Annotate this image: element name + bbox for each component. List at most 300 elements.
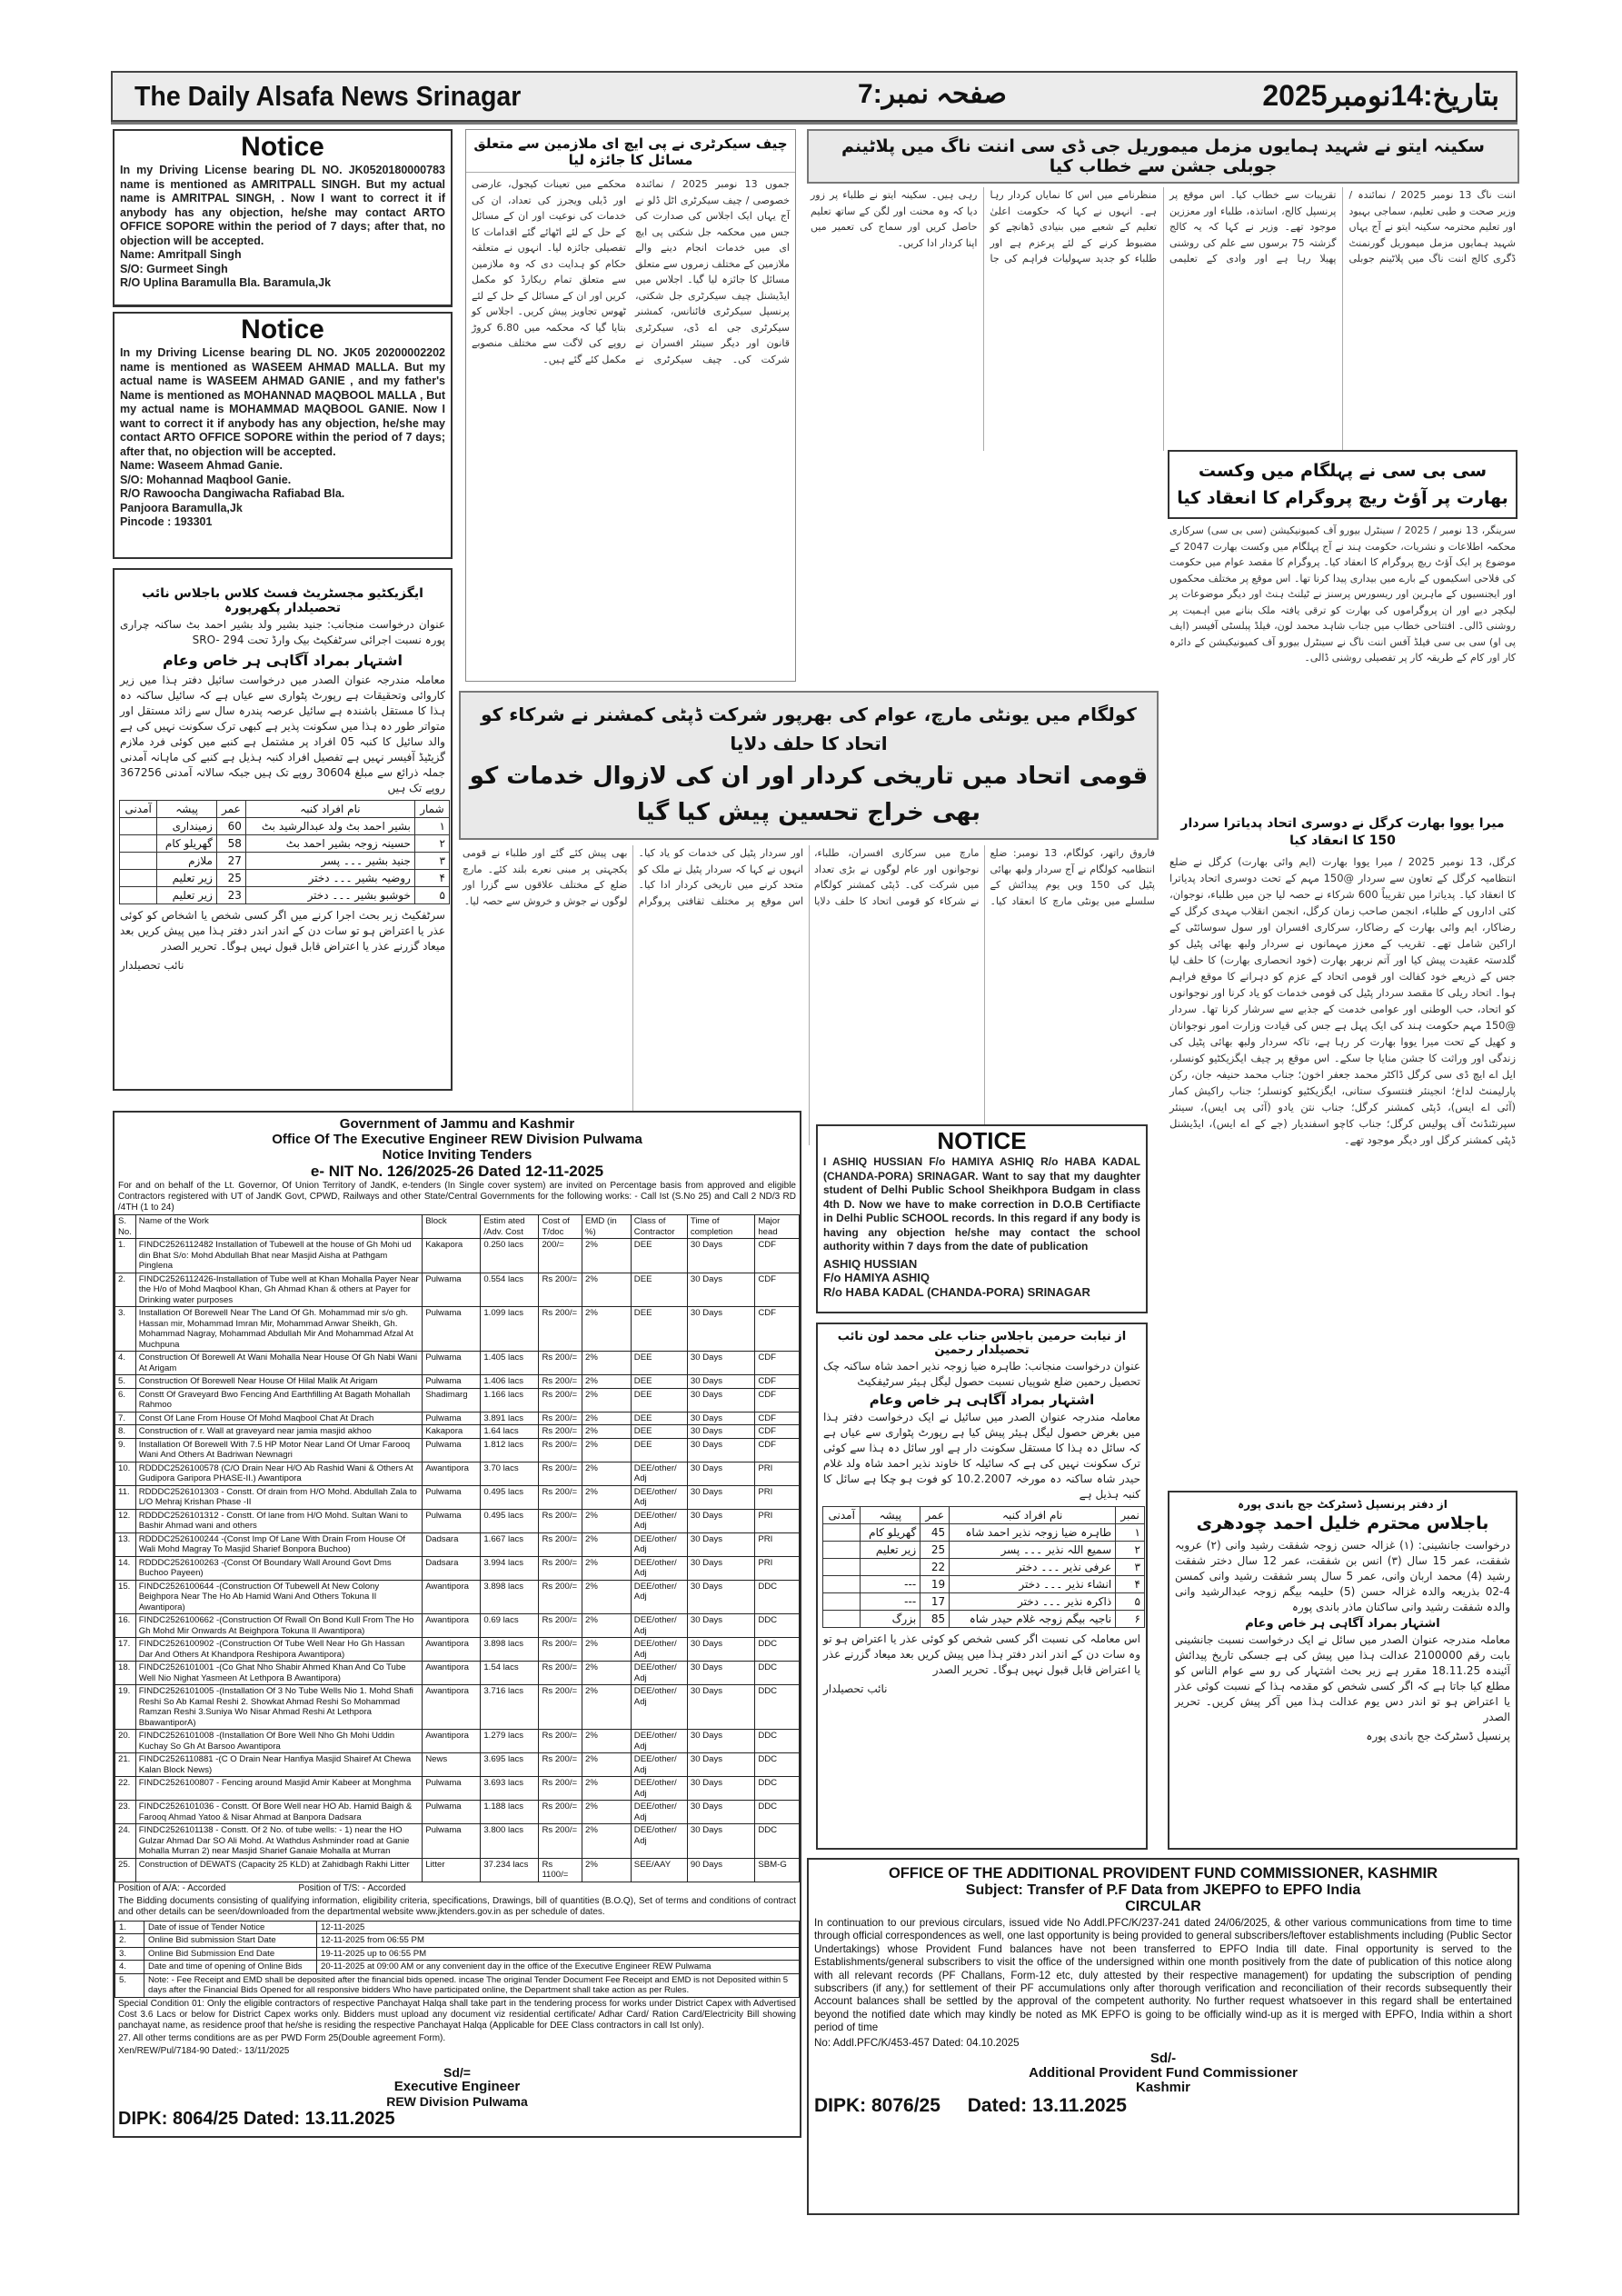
tender-government: Government of Jammu and Kashmir [339,1116,575,1132]
table-cell: PRI [755,1509,800,1532]
table-cell: 1.188 lacs [481,1801,539,1824]
table-cell: 18. [115,1662,136,1685]
table-cell: 2% [582,1273,632,1307]
table-cell: Rs 200/= [539,1685,582,1730]
table-cell: FINDC2526101036 - Constt. Of Bore Well near HO Ab. Hamid Baigh & Farooq Ahmad Yatoo & Nisar Ahmad at Banpora Dadsara [135,1801,423,1824]
table-cell: 200/= [539,1239,582,1273]
table-cell: گھریلو کام [861,1524,920,1542]
table-cell [823,1559,861,1576]
table-cell: News [423,1753,481,1777]
article-headline: میرا یووا بھارت کرگل نے دوسری اتحاد پدیاترا سردار 150 کا انعقاد کیا [1180,816,1505,848]
table-cell: 1.166 lacs [481,1388,539,1412]
notice-text: I ASHIQ HUSSIAN F/o HAMIYA ASHIQ R/o HABA KADAL (CHANDA-PORA) SRINAGAR. Want to say that my daughter student of Delhi Public School Sheikhpora Budgam in class 4th D. Now we have to make correction in D.O.B Certifiacte in Delhi Public SCHOOL records. In this regard if any body is having any objection he/she may contact the school authority within 7 days from the date of publication [823,1155,1140,1253]
notice-from: از دفتر پرنسپل ڈسٹرکٹ جج باندی پورہ [1238,1498,1448,1511]
table-cell: Rs 200/= [539,1614,582,1638]
table-cell: 30 Days [687,1425,754,1439]
table-cell: 2% [582,1462,632,1485]
table-cell: 2% [582,1352,632,1375]
table-cell: زمینداری [157,818,217,835]
table-cell: 2% [582,1425,632,1439]
table-row [115,1614,800,1638]
schedule-index: 2. [115,1934,144,1948]
table-cell: ۴ [1116,1576,1145,1593]
table-cell: DEE/other/ Adj [631,1485,687,1509]
table-cell: Awantipora [423,1662,481,1685]
table-cell: 14. [115,1556,136,1580]
article-body: فاروق راتھر، کولگام، 13 نومبر: ضلع انتظامیہ کولگام نے آج سردار ولبھ بھائی پٹیل کی 150 ویں یوم پیدائش کے سلسلے میں یونٹی مارچ کا انعقاد کیا۔ مارچ میں سرکاری افسران، طلباء، نوجوانوں اور عام لوگوں نے بڑی تعداد میں شرکت کی۔ ڈپٹی کمشنر کولگام نے شرکاء کو قومی اتحاد کا حلف دلایا اور سردار پٹیل کی خدمات کو یاد کیا۔ انہوں نے کہا کہ سردار پٹیل نے ملک کو متحد کرنے میں تاریخی کردار ادا کیا۔ اس موقع پر مختلف ثقافتی پروگرام بھی پیش کئے گئے اور طلباء نے قومی یکجہتی پر مبنی نعرے بلند کئے۔ مارچ ضلع کے مختلف علاقوں سے گزرا اور لوگوں نے جوش و خروش سے حصہ لیا۔ [463,847,1156,907]
table-cell: Construction of DEWATS (Capacity 25 KLD) at Zahidbagh Rakhi Litter [135,1858,423,1882]
table-cell: Rs 200/= [539,1662,582,1685]
notice-body: معاملہ مندرجہ عنوان الصدر میں درخواست سائیل دفتر ہذا میں زیر کاروائی وتحقیقات ہے رپورٹ پٹواری سے عیاں ہے کہ سائیل ساکنہ دہ ہذا کا مستقل باشندہ ہے سائیل عرصہ پندرہ سال سے زائد مستقل اور متواتر طور دہ ہذا میں سکونت پذیر ہے کبھی ترک سکونت نہیں کی ہے والد سائیل کا کنبہ 05 افراد پر مشتمل ہے کنبے میں کوئی فرد ملازم گزیٹیڈ آفیسر نہیں ہے تفصیل افراد کنبہ ہذیل ہے کنبے کی ماہانہ آمدنی جملہ ذرائع سے مبلغ 30604 روپے تک ہیں جبکہ سالانہ آمدنی 367256 روپے تک ہیں [120,674,445,794]
schedule-label: Online Bid submission Start Date [144,1934,317,1948]
article-headline: چیف سیکرٹری نے پی ایچ ای ملازمین سے متعلق مسائل کا جائزہ لیا [466,130,795,173]
table-header-cell: Name of the Work [135,1215,423,1239]
table-cell: Rs 200/= [539,1462,582,1485]
table-cell: DDC [755,1824,800,1859]
notice-body [818,1155,1146,1299]
tender-special-condition: Special Condition 01: Only the eligible contractors of respective Panchayat Halqa shall take part in the tendering process for works under District Capex with Advertised Cost 3.6 Lacs or below for District Capex works only. Bidders must upload any document viz residential certificate/ Adhar Card/ Ration Card/Electricity Bill showing panchayat name, as residence proof that he/she is residing the respective Panchayat Halqa (Applicable for DEE Class contractors in call Ist only). [118,1998,796,2031]
table-row [823,1593,1145,1611]
table-header-row [823,1507,1145,1524]
table-cell: DEE/other/ Adj [631,1509,687,1532]
table-row [115,1438,800,1462]
table-header-cell: Estim ated /Adv. Cost [481,1215,539,1239]
urdu-notice-legal-heir [816,1323,1148,1850]
table-cell: FINDC2526112482 Installation of Tubewell at the house of Gh Mohi ud din Bhat S/o: Mohd Abdullah Bhat near Masjid Aisha at Pathgam Pinglena [135,1239,423,1273]
table-cell: 19 [920,1576,950,1593]
table-row [120,818,450,835]
notice-text: In my Driving License bearing DL NO. JK0520180000783 name is mentioned as AMRITPALL SINGH. But my actual name is AMRITPAL SINGH, . Now I want to correct it if anybody has any objection, he/she may contact ARTO OFFICE SOPORE within the period of 7 days; after that, no objection will be accepted. [120,164,445,247]
table-row [120,870,450,887]
table-cell: CDF [755,1425,800,1439]
table-cell: DEE/other/ Adj [631,1685,687,1730]
page-number: صفحہ نمبر:7 [858,79,1007,109]
table-cell: 3.898 lacs [481,1638,539,1662]
table-header-cell: Block [423,1215,481,1239]
table-header-cell: شمار [414,801,449,818]
table-row [120,853,450,870]
table-cell: 30 Days [687,1556,754,1580]
table-cell: 30 Days [687,1307,754,1352]
table-cell: Awantipora [423,1685,481,1730]
notice-driving-license-amritpal [113,129,453,307]
tender-works-table [114,1214,800,1882]
table-cell: 85 [920,1611,950,1628]
table-cell: 30 Days [687,1753,754,1777]
table-cell: 3.695 lacs [481,1753,539,1777]
table-cell: 60 [216,818,245,835]
table-row [115,1662,800,1685]
table-cell: Pulwama [423,1801,481,1824]
table-cell: 2% [582,1509,632,1532]
table-cell: 2. [115,1273,136,1307]
notice-school-dob-correction [816,1124,1148,1313]
table-cell [120,870,157,887]
table-cell: 1.405 lacs [481,1352,539,1375]
table-cell: 20. [115,1730,136,1753]
table-cell: روضیہ بشیر ۔۔۔ دختر [245,870,414,887]
circular-signatory: Additional Provident Fund Commissioner [1029,2065,1298,2081]
table-row [115,1532,800,1556]
article-headline: کولگام میں یونٹی مارچ، عوام کی بھرپور شرکت ڈپٹی کمشنر نے شرکاء کو اتحاد کا حلف دلایا [481,704,1137,754]
table-cell: ۵ [414,887,449,904]
table-cell: RDDDC2526101312 - Constt. Of lane from H/O Mohd. Sultan Wani to Bashir Ahmad wani and others [135,1509,423,1532]
table-cell: Rs 200/= [539,1580,582,1614]
table-cell: 2% [582,1662,632,1685]
table-cell: 1. [115,1239,136,1273]
table-cell: 17. [115,1638,136,1662]
table-cell: CDF [755,1352,800,1375]
table-cell: DEE [631,1412,687,1425]
table-cell: FINDC2526112426-Installation of Tube well at Khan Mohalla Payer Near the H/o of Mohd Maqbool Khan, Gh Ahmad Khan & others at Payer for Drinking water purposes [135,1273,423,1307]
table-row [115,1777,800,1801]
notice-subheading: اشتہار بمراد آگاہی ہر خاص وعام [869,1392,1095,1408]
table-header-cell: Time of completion [687,1215,754,1239]
table-cell: 0.250 lacs [481,1239,539,1273]
table-cell: Awantipora [423,1614,481,1638]
table-cell: Rs 200/= [539,1638,582,1662]
table-cell: 45 [920,1524,950,1542]
table-cell: Pulwama [423,1509,481,1532]
notice-signature: نائب تحصیلدار [823,1682,888,1695]
circular-reference: No: Addl.PFC/K/453-457 Dated: 04.10.2025 [814,2036,1020,2049]
table-cell: زیر تعلیم [157,887,217,904]
table-cell: ذاکرہ نذیر ۔۔۔ دختر [950,1593,1116,1611]
notice-body: معاملہ مندرجہ عنوان الصدر میں سائیل نے ایک درخواست دفتر ہذا میں بغرض حصول لیگل ہیئر پیش کیا ہے رپورٹ پٹواری سے عیاں ہے کہ سائل دہ ہذا کا مستقل سکونت دار ہے اور سائل دہ ہذا سے کوئی ترک سکونت نہیں کی ہے کہ سائیلہ کا خاوند نذیر احمد شاہ ولد غلام حیدر شاہ ساکنہ دہ مورخہ 10.2.2007 کو فوت ہو چکا ہے سائل کا کنبہ ہذیل ہے [823,1411,1140,1501]
table-cell: DEE [631,1273,687,1307]
table-cell: SBM-G [755,1858,800,1882]
table-cell: DDC [755,1614,800,1638]
table-cell: 30 Days [687,1375,754,1389]
notice-parent: S/O: Gurmeet Singh [120,262,228,275]
table-header-cell: Cost of T/doc [539,1215,582,1239]
table-cell: Rs 200/= [539,1509,582,1532]
table-cell: بشیر احمد بٹ ولد عبدالرشید بٹ [245,818,414,835]
table-cell: DEE [631,1438,687,1462]
article-mera-yuva-bharat [1168,814,1518,1482]
table-cell: 2% [582,1239,632,1273]
notice-subject: عنوان درخواست منجانب: جنید بشیر ولد بشیر احمد بٹ ساکنہ چراری پورہ نسبت اجرائی سرٹفکیٹ بیک وارڈ تحت SRO- 294 [120,618,445,646]
table-header-cell: آمدنی [120,801,157,818]
table-header-cell: نمبر [1116,1507,1145,1524]
table-cell: 1.667 lacs [481,1532,539,1556]
table-cell: 0.554 lacs [481,1273,539,1307]
notice-signature: پرنسپل ڈسٹرکٹ جج باندی پورہ [1366,1730,1510,1742]
notice-signatory: ASHIQ HUSSIAN [823,1256,918,1271]
schedule-label: Date of issue of Tender Notice [144,1921,317,1934]
table-cell: DEE [631,1375,687,1389]
table-cell: 37.234 lacs [481,1858,539,1882]
schedule-row [115,1921,800,1934]
table-cell: DDC [755,1730,800,1753]
table-cell [120,887,157,904]
table-row [115,1638,800,1662]
table-cell: ۶ [1116,1611,1145,1628]
table-cell: DDC [755,1638,800,1662]
table-cell: Rs 200/= [539,1801,582,1824]
table-cell: جنید بشیر ۔۔۔ پسر [245,853,414,870]
article-subheadline: قومی اتحاد میں تاریخی کردار اور ان کی لازوال خدمات کو بھی خراج تحسین پیش کیا گیا [469,763,1149,826]
table-cell: 3.693 lacs [481,1777,539,1801]
table-cell: DEE/other/ Adj [631,1614,687,1638]
table-cell: 23 [216,887,245,904]
table-cell: 25 [216,870,245,887]
table-cell: Pulwama [423,1412,481,1425]
tender-nit-number: e- NIT No. 126/2025-26 Dated 12-11-2025 [310,1163,604,1180]
table-cell: 2% [582,1638,632,1662]
table-cell: Rs 200/= [539,1388,582,1412]
table-cell: DEE/other/ Adj [631,1730,687,1753]
schedule-note: Note: - Fee Receipt and EMD shall be deposited after the financial bids opened. incase The original Tender Document Fee Receipt and EMD is not Deposited within 5 days after the Financial Bids Opened for all responsive bidders Who have participated online, the Department shall take action as per Rules. [144,1973,800,1997]
table-cell: RDDDC2526100263 -(Const Of Boundary Wall Around Govt Dms Buchoo Payeen) [135,1556,423,1580]
table-cell: طاہرہ ضیا زوجہ نذیر احمد شاہ [950,1524,1116,1542]
table-cell: انشاء نذیر ۔۔۔ دختر [950,1576,1116,1593]
article-chief-secretary [465,129,796,682]
table-cell: 30 Days [687,1638,754,1662]
table-cell: 2% [582,1580,632,1614]
table-cell: Awantipora [423,1730,481,1753]
table-cell: 30 Days [687,1580,754,1614]
notice-subheading: اشتہار بمراد آگاہی ہر خاص وعام [163,652,403,669]
table-cell: Rs 200/= [539,1532,582,1556]
table-cell: PRI [755,1485,800,1509]
table-cell: 30 Days [687,1614,754,1638]
table-header-cell: نام افراد کنبہ [950,1507,1116,1524]
table-cell: عرفی نذیر ۔۔۔ دختر [950,1559,1116,1576]
tender-schedule-table [114,1921,800,1998]
table-cell: Rs 1100/= [539,1858,582,1882]
table-cell: 3.891 lacs [481,1412,539,1425]
notice-title: Notice [241,132,324,162]
table-cell: 13. [115,1532,136,1556]
table-cell: Rs 200/= [539,1730,582,1753]
table-cell: 25. [115,1858,136,1882]
tender-office: Office Of The Executive Engineer REW Division Pulwama [272,1132,642,1147]
table-row [115,1801,800,1824]
table-cell: 30 Days [687,1352,754,1375]
table-cell [120,818,157,835]
tender-clause-27: 27. All other terms conditions are as per PWD Form 25(Double agreement Form). [118,2032,446,2043]
table-cell: Constt Of Graveyard Bwo Fencing And Earthfilling At Bagath Mohallah Rahmoo [135,1388,423,1412]
urdu-notice-backward-certificate [113,568,453,1091]
table-cell: 21. [115,1753,136,1777]
table-cell: بزرگ [861,1611,920,1628]
table-cell: Rs 200/= [539,1425,582,1439]
notice-name: Name: Waseem Ahmad Ganie. [120,459,283,472]
notice-name: Name: Amritpall Singh [120,248,242,261]
table-cell: Awantipora [423,1580,481,1614]
urdu-notice-succession-court [1168,1491,1518,1850]
table-cell: Awantipora [423,1462,481,1485]
table-cell [823,1576,861,1593]
table-cell: RDDDC2526100578 (C/O Drain Near H/O Ab Rashid Wani & Others At Gudipora Garipora PHASE-II.) Awantipora [135,1462,423,1485]
table-cell: CDF [755,1273,800,1307]
table-cell: حسینہ زوجہ بشیر احمد بٹ [245,835,414,853]
table-cell: SEE/AAY [631,1858,687,1882]
table-cell: 30 Days [687,1273,754,1307]
notice-body [114,164,451,291]
table-cell: 2% [582,1485,632,1509]
table-cell [823,1593,861,1611]
table-cell: 30 Days [687,1438,754,1462]
article-body: اننت ناگ 13 نومبر 2025 / نمائندہ / وزیر صحت و طبی تعلیم، سماجی بہبود اور تعلیم محترمہ سکینہ ایتو نے آج یہاں شہید ہمایوں مزمل میموریل گورنمنٹ ڈگری کالج اننت ناگ میں پلاٹینم جوبلی تقریبات سے خطاب کیا۔ اس موقع پر پرنسپل کالج، اساتذہ، طلباء اور معززین موجود تھے۔ وزیر نے کہا کہ یہ کالج گزشتہ 75 برسوں سے علم کی روشنی پھیلا رہا ہے اور وادی کے تعلیمی منظرنامے میں اس کا نمایاں کردار رہا ہے۔ انہوں نے کہا کہ حکومت اعلیٰ تعلیم کے شعبے میں بنیادی ڈھانچے کو مضبوط کرنے کے لئے پرعزم ہے اور طلباء کو جدید سہولیات فراہم کی جا رہی ہیں۔ سکینہ ایتو نے طلباء پر زور دیا کہ وہ محنت اور لگن کے ساتھ تعلیم حاصل کریں اور سماج کی تعمیر میں اپنا کردار ادا کریں۔ [811,189,1516,265]
table-cell: ۲ [414,835,449,853]
table-cell: DDC [755,1753,800,1777]
table-cell: خوشبو بشیر ۔۔۔ دختر [245,887,414,904]
table-cell: Rs 200/= [539,1412,582,1425]
table-cell: Litter [423,1858,481,1882]
table-cell: Dadsara [423,1532,481,1556]
notice-body: معاملہ مندرجہ عنوان الصدر میں سائل نے ایک درخواست نسبت جانشینی بابت رقم 2100000 عدالت ہذا میں پیش کی ہے جسکی تاریخ پیدائش آئیندہ 18.11.25 مقرر ہے زیر بحث اشتہار کی رو سے عوام الناس کو مطلع کیا جاتا ہے کہ اگر کسی شخص کو مقدمہ ہذا کے نسبت کوئی عذر یا اعتراض ہو تو اندر دس یوم عدالت ہذا میں آکر پیش کریں۔ تحریر الصدر [1175,1633,1511,1723]
table-cell: 27 [216,853,245,870]
schedule-value: 12-11-2025 [317,1921,800,1934]
table-cell: 2% [582,1753,632,1777]
table-cell: DEE/other/ Adj [631,1662,687,1685]
tender-positions [114,1882,800,1895]
table-header-cell: Class of Contractor [631,1215,687,1239]
table-cell: ملازم [157,853,217,870]
notice-subject: عنوان درخواست منجانب: طاہرہ ضیا زوجہ نذیر احمد شاہ ساکنہ چک تحصیل رحمین ضلع شوپیاں نسبت حصول لیگل ہیئر سرٹیفکیٹ [823,1360,1140,1388]
table-header-cell: Major head [755,1215,800,1239]
table-cell: Rs 200/= [539,1438,582,1462]
table-cell: FINDC2526100644 -(Construction Of Tubewell At New Colony Beighpora Near The Ho Ab Hamid Wani And Others Tokuna II Awantipora) [135,1580,423,1614]
table-cell: 15. [115,1580,136,1614]
table-cell: ۳ [414,853,449,870]
notice-residence: R/O Uplina Baramulla Bla. Baramula,Jk [120,276,332,289]
table-cell: FINDC2526100807 - Fencing around Masjid Amir Kabeer at Monghma [135,1777,423,1801]
schedule-label: Date and time of opening of Online Bids [144,1961,317,1974]
notice-footer: اس معاملہ کی نسبت اگر کسی شخص کو کوئی عذر یا اعتراض ہو تو وہ سات دن کے اندر اندر دفتر ہذا میں پیش کریں بعد میعاد گزرنے عذر یا اعتراض قابل قبول نہیں ہوگا۔ تحریر الصدر [823,1632,1140,1676]
table-row [115,1509,800,1532]
table-row [115,1753,800,1777]
table-cell: Const Of Lane From House Of Mohd Maqbool Chat At Drach [135,1412,423,1425]
notice-body [114,346,451,530]
table-cell: --- [861,1576,920,1593]
notice-signature: نائب تحصیلدار [120,959,184,972]
table-cell: Rs 200/= [539,1307,582,1352]
tender-reference: Xen/REW/Pul/7184-90 Dated:- 13/11/2025 [118,2045,290,2056]
table-cell: 2% [582,1532,632,1556]
table-cell: 58 [216,835,245,853]
notice-footer: سرٹفکیٹ زیر بحث اجرا کرنے میں اگر کسی شخص یا اشخاص کو کوئی عذر یا اعتراض ہو تو سات دن کے اندر اندر دفتر ہذا میں پیش کریں بعد میعاد گزرنے عذر یا اعتراض قابل قبول نہیں ہوگا۔ تحریر الصدر [120,909,445,953]
tender-notice-rew-pulwama [113,1111,801,2138]
table-cell: Pulwama [423,1375,481,1389]
table-cell: 30 Days [687,1801,754,1824]
table-header-cell: آمدنی [823,1507,861,1524]
table-row [115,1307,800,1352]
article-headline: سی بی سی نے پہلگام میں وکست بھارت پر آؤٹ ریچ پروگرام کا انعقاد کیا [1168,450,1518,519]
schedule-row [115,1973,800,1997]
table-cell: DDC [755,1685,800,1730]
table-cell: Rs 200/= [539,1485,582,1509]
table-cell: Dadsara [423,1556,481,1580]
table-cell: زیر تعلیم [861,1542,920,1559]
table-cell [823,1542,861,1559]
table-cell: CDF [755,1307,800,1352]
table-cell: 3.898 lacs [481,1580,539,1614]
article-cbc-pahalgam [1168,450,1518,809]
tender-dipk: DIPK: 8064/25 Dated: 13.11.2025 [118,2108,395,2129]
table-cell: FINDC2526110881 -(C O Drain Near Hanfiya Masjid Shairef At Chewa Kalan Block News) [135,1753,423,1777]
article-unity-march [459,691,1159,1091]
table-cell: 9. [115,1438,136,1462]
table-row [115,1685,800,1730]
table-cell: ۴ [414,870,449,887]
table-cell: Construction Of Borewell At Wani Mohalla Near House Of Gh Nabi Wani At Arigam [135,1352,423,1375]
article-body: جموں 13 نومبر 2025 / نمائندہ خصوصی / چیف سیکرٹری اٹل ڈلو نے آج یہاں ایک اجلاس کی صدارت کی جس میں محکمہ جل شکتی پی ایچ ای میں خدمات انجام دینے والے ملازمین کے مختلف زمروں سے متعلق مسائل کا جائزہ لیا گیا۔ اجلاس میں ایڈیشنل چیف سیکرٹری جل شکتی، پرنسپل سیکرٹری فائنانس، کمشنر سیکرٹری جی اے ڈی، سیکرٹری قانون اور دیگر سینئر افسران نے شرکت کی۔ چیف سیکرٹری نے محکمے میں تعینات کیجول، عارضی اور ڈیلی ویجرز کی تعداد، ان کی خدمات کی نوعیت اور ان کے مسائل کے حل کے لئے اٹھائے گئے اقدامات کا تفصیلی جائزہ لیا۔ انہوں نے متعلقہ حکام کو ہدایت دی کہ وہ ملازمین سے متعلق تمام ریکارڈ کو مکمل کریں اور ان کے مسائل کے حل کے لئے ٹھوس تجاویز پیش کریں۔ اجلاس کو بتایا گیا کہ محکمہ میں 6.80 کروڑ روپے کی لاگت سے مختلف منصوبے مکمل کئے گئے ہیں۔ [472,178,790,365]
table-header-cell: پیشہ [861,1507,920,1524]
table-cell: PRI [755,1462,800,1485]
table-row [115,1824,800,1859]
table-cell: 2% [582,1438,632,1462]
table-cell: Rs 200/= [539,1824,582,1859]
pf-commissioner-circular [807,1858,1519,2215]
table-cell: ۱ [414,818,449,835]
tender-sd: Sd/= [443,2064,471,2080]
table-cell: 2% [582,1614,632,1638]
table-cell: 1.099 lacs [481,1307,539,1352]
table-cell: CDF [755,1239,800,1273]
tender-bidding-docs: The Bidding documents consisting of qualifying information, eligibility criteria, specifications, Drawings, bill of quantities (B.O.Q), Set of terms and conditions of contract and other details can be seen/downloaded from the departmental website www.jktenders.gov.in as per schedule of dates. [118,1895,796,1917]
family-members-table [119,800,450,904]
table-cell: 1.279 lacs [481,1730,539,1753]
table-cell: 0.495 lacs [481,1509,539,1532]
table-header-cell: عمر [920,1507,950,1524]
notice-title: NOTICE [937,1127,1027,1154]
table-cell: Pulwama [423,1307,481,1352]
table-cell: ۲ [1116,1542,1145,1559]
article-body: سرینگر، 13 نومبر / 2025 / سینٹرل بیورو آف کمیونیکیشن (سی بی سی) سرکاری محکمہ اطلاعات و نشریات، حکومت ہند نے آج پہلگام میں وکست بھارت 2047 کے موضوع پر ایک آؤٹ ریچ پروگرام کا انعقاد کیا۔ پروگرام کا مقصد عوام میں حکومت کی فلاحی اسکیموں کے بارے میں بیداری پیدا کرنا تھا۔ اس موقع پر مختلف محکموں اور ایجنسیوں کے ماہرین اور ریسورس پرسنز نے ٹیلنٹ ہنٹ اور دیگر موضوعات پر لیکچر دیے اور ان پروگراموں کی بھارت کو ترقی یافتہ ملک بنانے میں اہمیت پر روشنی ڈالی۔ افتتاحی خطاب میں جناب شاہد محمد لون، فیلڈ پبلسٹی آفیسر (ایف پی او) سی بی سی فیلڈ آفس اننت ناگ نے سینٹرل بیورو آف کمیونیکیشن کے دائرہ کار اور کام کے طریقہ کار پر تفصیلی روشنی ڈالی۔ [1169,524,1517,664]
table-cell: Pulwama [423,1438,481,1462]
circular-sd: Sd/- [1149,2051,1177,2067]
table-cell: CDF [755,1412,800,1425]
table-cell: 3.70 lacs [481,1462,539,1485]
table-cell: 1.406 lacs [481,1375,539,1389]
notice-parent: S/O: Mohannad Maqbool Ganie. [120,473,292,486]
table-cell: DEE/other/ Adj [631,1824,687,1859]
table-row [115,1425,800,1439]
table-cell: 24. [115,1824,136,1859]
table-cell: 2% [582,1307,632,1352]
table-cell: 0.495 lacs [481,1485,539,1509]
table-cell: 8. [115,1425,136,1439]
table-cell: DEE [631,1239,687,1273]
table-cell: DEE/other/ Adj [631,1753,687,1777]
table-header-cell: عمر [216,801,245,818]
table-cell: 30 Days [687,1462,754,1485]
table-cell: Pulwama [423,1824,481,1859]
table-cell: 11. [115,1485,136,1509]
table-cell: 22. [115,1777,136,1801]
table-row [115,1375,800,1389]
circular-dipk-line [809,2095,1518,2117]
table-row [115,1412,800,1425]
table-cell: 30 Days [687,1412,754,1425]
table-cell: FINDC2526101008 -(Installation Of Bore Well Nho Gh Mohi Uddin Kuchay So Gh At Barsoo Awantipora [135,1730,423,1753]
table-cell: Rs 200/= [539,1777,582,1801]
schedule-index: 4. [115,1961,144,1974]
circular-title: CIRCULAR [1125,1899,1201,1914]
table-cell: DDC [755,1777,800,1801]
table-cell: 90 Days [687,1858,754,1882]
table-cell: Construction of r. Wall at graveyard near jamia masjid akhoo [135,1425,423,1439]
table-cell [120,835,157,853]
table-cell: 30 Days [687,1509,754,1532]
schedule-value: 20-11-2025 at 09:00 AM or any convenient day in the office of the Executive Engineer REW Pulwama [317,1961,800,1974]
table-cell [823,1611,861,1628]
table-cell: FINDC2526101138 - Constt. Of 2 No. of tube wells: - 1) near the HO Gulzar Ahmad Dar SO Ali Mohd. At Wathdus Ashminder road at Ganie Mohalla Murran 2) near Masjid Sharief Ganaie Mohalla at Murran [135,1824,423,1859]
table-cell: FINDC2526101005 -(Installation Of 3 No Tube Wells Nio 1. Mohd Shafi Reshi So Ab Kamal Reshi 2. Showkat Ahmad Reshi So Mohammad Ramzan Reshi 3.Suniya Wo Nisar Ahmad Reshi At Lethpora BbawantiporA) [135,1685,423,1730]
